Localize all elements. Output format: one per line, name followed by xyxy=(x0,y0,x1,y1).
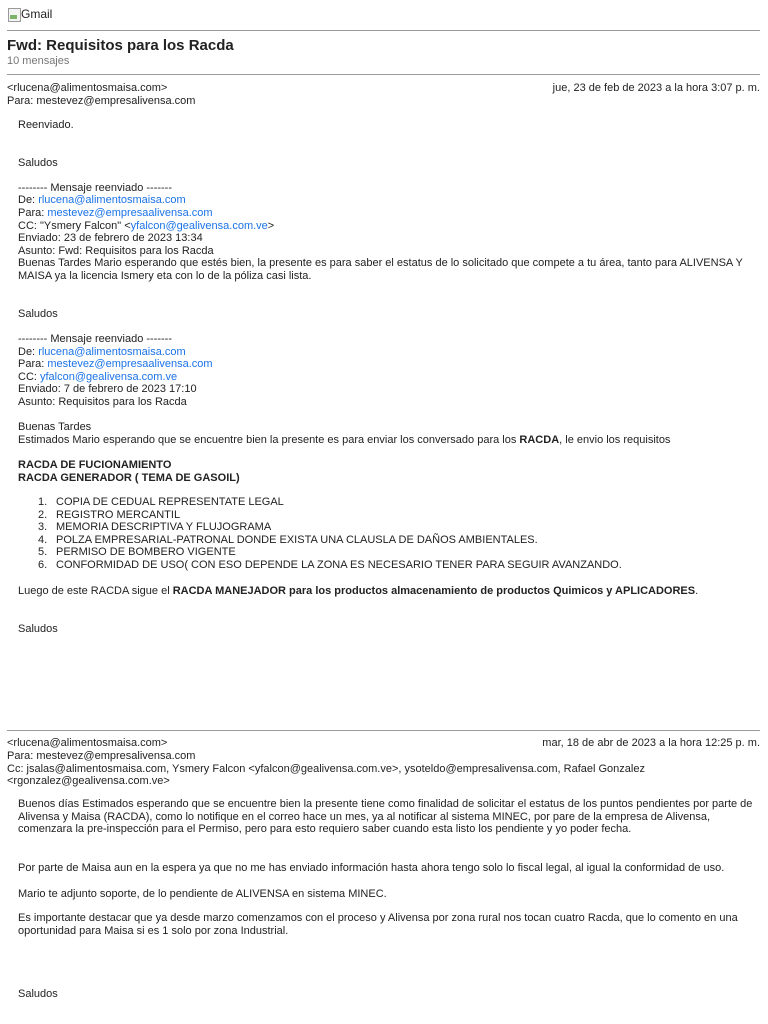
gmail-logo xyxy=(7,5,52,23)
message1-saludos: Saludos xyxy=(18,157,58,169)
thread-subject: Fwd: Requisitos para los Racda xyxy=(7,37,234,54)
fwd2-cc-link[interactable]: yfalcon@gealivensa.com.ve xyxy=(40,371,178,383)
fwd2-cc-label: CC: xyxy=(18,371,40,383)
message2-from: <rlucena@alimentosmaisa.com> xyxy=(7,737,168,749)
fwd2-sent: Enviado: 7 de febrero de 2023 17:10 xyxy=(18,383,197,395)
thread-divider xyxy=(7,74,760,75)
list-item-number: 3. xyxy=(38,521,48,533)
message2-paragraph-1: Buenos días Estimados esperando que se encuentre bien la presente tiene como finalidad de solicitar el estatus de los puntos pendientes por parte de Alivensa y Maisa (RACDA), como lo notifique en el correo hace un mes, ya al notificar al sistema MINEC, por pare de la empresa de Alivensa, comenzara la pre-inspección para el Permiso, pero para esto requiero saber cuando esta listo los pendiente y yo poder fecha. xyxy=(18,798,753,835)
luego-post: . xyxy=(695,585,699,597)
luego-bold: RACDA MANEJADOR para los productos almacenamiento de productos Quimicos y APLICADORES xyxy=(172,585,696,597)
luego-line xyxy=(18,585,698,598)
fwd2-from-link[interactable]: rlucena@alimentosmaisa.com xyxy=(38,346,186,358)
list-item-text: COPIA DE CEDUAL REPRESENTATE LEGAL xyxy=(56,496,284,508)
list-item-text: POLZA EMPRESARIAL-PATRONAL DONDE EXISTA UNA CLAUSLA DE DAÑOS AMBIENTALES. xyxy=(56,533,538,546)
message2-date: mar, 18 de abr de 2023 a la hora 12:25 p. m. xyxy=(542,737,760,749)
fwd1-to-link[interactable]: mestevez@empresaalivensa.com xyxy=(47,207,213,219)
fwd2-from-label: De: xyxy=(18,346,39,358)
list-item-number: 1. xyxy=(38,496,48,508)
message2-paragraph-2: Por parte de Maisa aun en la espera ya que no me has enviado información hasta ahora tengo solo lo fiscal legal, al igual la conformidad de uso. xyxy=(18,862,725,874)
message2-paragraph-3: Mario te adjunto soporte, de lo pendiente de ALIVENSA en sistema MINEC. xyxy=(18,888,387,900)
message-count: 10 mensajes xyxy=(7,55,70,67)
racda-title-1: RACDA DE FUCIONAMIENTO xyxy=(18,459,172,471)
fwd1-to xyxy=(18,207,213,220)
message1-date: jue, 23 de feb de 2023 a la hora 3:07 p. m. xyxy=(552,82,760,94)
fwd2-from xyxy=(18,346,186,359)
estimados-line xyxy=(18,434,670,447)
requirements-list xyxy=(18,496,622,571)
list-item-text: PERMISO DE BOMBERO VIGENTE xyxy=(56,546,236,558)
fwd1-cc-label: CC: "Ysmery Falcon" < xyxy=(18,220,131,232)
fwd2-to xyxy=(18,358,213,371)
message2-cc-line1: Cc: jsalas@alimentosmaisa.com, Ysmery Falcon <yfalcon@gealivensa.com.ve>, ysoteldo@empresalivensa.com, Rafael Gonzalez xyxy=(7,763,645,775)
message1-closing: Saludos xyxy=(18,623,58,635)
list-item-number: 4. xyxy=(38,533,48,546)
list-item-number: 6. xyxy=(38,558,48,571)
list-item xyxy=(38,533,622,547)
list-item xyxy=(38,558,622,572)
estimados-pre: Estimados Mario esperando que se encuentre bien la presente es para enviar los conversado para los xyxy=(18,434,520,446)
racda-title-2: RACDA GENERADOR ( TEMA DE GASOIL) xyxy=(18,472,240,484)
message2-to: Para: mestevez@empresalivensa.com xyxy=(7,750,196,762)
fwd2-to-label: Para: xyxy=(18,358,48,370)
fwd1-from-label: De: xyxy=(18,194,39,206)
fwd2-subject: Asunto: Requisitos para los Racda xyxy=(18,396,187,408)
header-divider xyxy=(7,30,760,31)
message2-paragraph-4: Es importante destacar que ya desde marzo comenzamos con el proceso y Alivensa por zona rural nos tocan cuatro Racda, que lo comento en una oportunidad para Maisa si es 1 solo por zona Industrial. xyxy=(18,912,738,937)
message-divider xyxy=(7,730,760,731)
list-item xyxy=(38,496,622,509)
message2-closing: Saludos xyxy=(18,988,58,1000)
list-item xyxy=(38,508,622,522)
message1-from: <rlucena@alimentosmaisa.com> xyxy=(7,82,168,94)
fwd1-from xyxy=(18,194,186,207)
list-item-number: 5. xyxy=(38,546,48,558)
fwd1-to-label: Para: xyxy=(18,207,48,219)
list-item-number: 2. xyxy=(38,508,48,521)
list-item-text: MEMORIA DESCRIPTIVA Y FLUJOGRAMA xyxy=(56,521,272,533)
fwd2-separator: -------- Mensaje reenviado ------- xyxy=(18,333,173,345)
message1-intro: Reenviado. xyxy=(18,119,74,131)
fwd1-cc-link[interactable]: yfalcon@gealivensa.com.ve xyxy=(130,220,268,232)
broken-image-icon xyxy=(7,6,21,22)
list-item-text: CONFORMIDAD DE USO( CON ESO DEPENDE LA ZONA ES NECESARIO TENER PARA SEGUIR AVANZANDO. xyxy=(56,558,622,571)
fwd1-subject: Asunto: Fwd: Requisitos para los Racda xyxy=(18,245,214,257)
estimados-bold: RACDA xyxy=(519,434,560,446)
fwd1-cc-end: > xyxy=(267,220,275,232)
list-item-text: REGISTRO MERCANTIL xyxy=(56,508,181,521)
luego-pre: Luego de este RACDA sigue el xyxy=(18,585,173,597)
fwd1-from-link[interactable]: rlucena@alimentosmaisa.com xyxy=(38,194,186,206)
message1-to: Para: mestevez@empresalivensa.com xyxy=(7,95,196,107)
fwd1-sent: Enviado: 23 de febrero de 2023 13:34 xyxy=(18,232,203,244)
fwd1-saludos: Saludos xyxy=(18,308,58,320)
message2-cc-line2: <rgonzalez@gealivensa.com.ve> xyxy=(7,775,170,787)
fwd2-cc xyxy=(18,371,177,384)
fwd2-to-link[interactable]: mestevez@empresaalivensa.com xyxy=(47,358,213,370)
fwd1-separator: -------- Mensaje reenviado ------- xyxy=(18,182,173,194)
logo-alt-text: Gmail xyxy=(21,7,53,21)
fwd1-cc xyxy=(18,220,274,233)
greeting: Buenas Tardes xyxy=(18,421,92,433)
estimados-post: , le envio los requisitos xyxy=(559,434,671,446)
list-item xyxy=(38,521,622,534)
fwd1-body: Buenas Tardes Mario esperando que estés bien, la presente es para saber el estatus de lo solicitado que compete a tu área, tanto para ALIVENSA Y MAISA ya la licencia Ismery eta con lo de la póliza casi lista. xyxy=(18,257,743,282)
list-item xyxy=(38,546,622,559)
